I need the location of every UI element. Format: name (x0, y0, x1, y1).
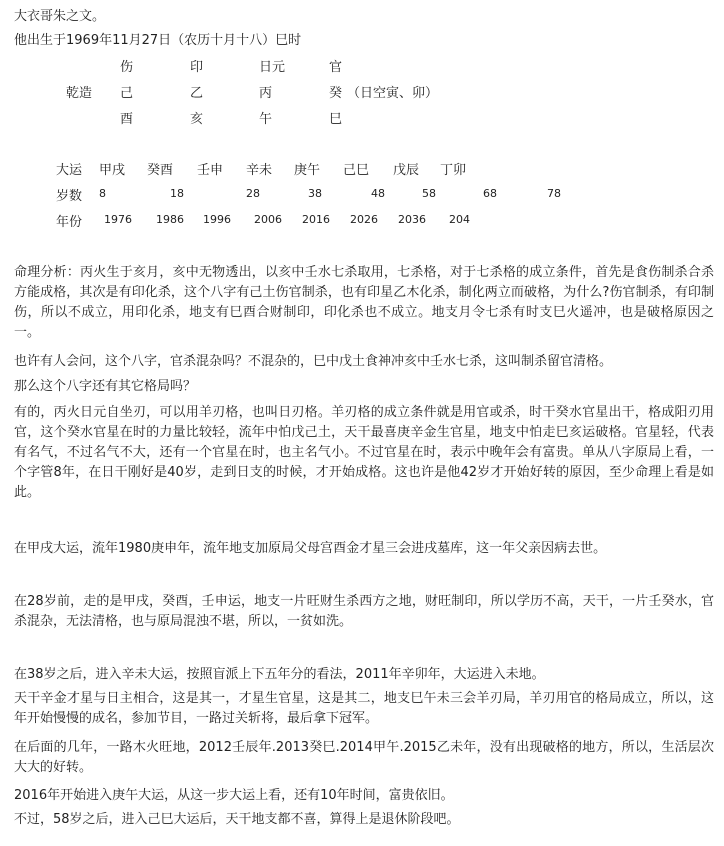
paragraph-later-years: 在后面的几年，一路木火旺地，2012壬辰年.2013癸巳.2014甲午.2015乙未年，没有出现破格的地方，所以，生活层次大大的好转。 (14, 740, 714, 775)
dayun-pillar: 丁卯 (440, 163, 467, 178)
stem-cell: 丙 (259, 86, 273, 101)
branch-cell: 酉 (120, 112, 134, 127)
paragraph-xinjin: 天干辛金才星与日主相合，这是其一，才星生官星，这是其二，地支巳午未三会羊刃局，羊刃用官的格局成立，所以，这年开始慢慢的成名，参加节目，一路过关斩将，最后拿下冠军。 (14, 691, 714, 726)
age-value: 8 (99, 187, 106, 200)
dayun-pillar: 癸酉 (147, 163, 174, 178)
stem-cell: 己 (120, 86, 134, 101)
title-line: 大衣哥朱之文。 (14, 9, 106, 24)
age-value: 68 (483, 187, 497, 200)
age-label: 岁数 (56, 189, 83, 204)
birth-line: 他出生于1969年11月27日（农历十月十八）巳时 (14, 33, 302, 48)
paragraph-question2: 那么这个八字还有其它格局吗？ (14, 379, 197, 394)
paragraph-jisi: 不过，58岁之后，进入己巳大运后，天干地支都不喜，算得上是退休阶段吧。 (14, 812, 460, 827)
paragraph-question: 也许有人会问，这个八字，官杀混杂吗？不混杂的，巳中戊土食神冲亥中壬水七杀，这叫制杀留官清格。 (14, 354, 613, 369)
year-value: 2006 (254, 213, 282, 226)
god-label: 印 (190, 60, 204, 75)
dayun-label: 大运 (56, 163, 83, 178)
dayun-pillar: 庚午 (294, 163, 321, 178)
age-value: 58 (422, 187, 436, 200)
kongwang-note: （日空寅、卯） (347, 86, 439, 101)
paragraph-analysis: 命理分析：丙火生于亥月，亥中无物透出，以亥中壬水七杀取用，七杀格，对于七杀格的成立条件，首先是食伤制杀合杀方能成格，其次是有印化杀，这个八字有己土伤官制杀，也有印星乙木化杀，制化两立而破格，为什么?伤官制杀，有印制伤，所以不成立，用印化杀，地支有巳酉合财制印，印化杀也不成立。地支月令七杀有时支巳火遥冲，也是破格原因之一。 (14, 265, 714, 340)
god-label: 官 (329, 60, 343, 75)
dayun-pillar: 壬申 (197, 163, 224, 178)
year-label: 年份 (56, 215, 83, 230)
chart-label: 乾造 (66, 86, 93, 101)
paragraph-after38: 在38岁之后，进入辛未大运，按照盲派上下五年分的看法，2011年辛卯年，大运进入未地。 (14, 667, 545, 682)
paragraph-gengwu: 2016年开始进入庚午大运，从这一步大运上看，还有10年时间，富贵依旧。 (14, 788, 454, 803)
branch-cell: 亥 (190, 112, 204, 127)
branch-cell: 巳 (329, 112, 343, 127)
year-value: 204 (449, 213, 470, 226)
paragraph-yangren: 有的，丙火日元自坐刃，可以用羊刃格，也叫日刃格。羊刃格的成立条件就是用官或杀，时干癸水官星出干，格成阳刃用官，这个癸水官星在时的力量比较轻，流年中怕戊己土，天干最喜庚辛金生官星，地支中怕走巳亥运破格。官星轻，代表有名气，不过名气不大，还有一个官星在时，也主名气小。不过官星在时，表示中晚年会有富贵。单从八字原局上看，一个字管8年，在日干刚好是40岁，走到日支的时候，才开始成格。这也许是他42岁才开始好转的原因，至少命理上看是如此。 (14, 405, 714, 500)
paragraph-before28: 在28岁前，走的是甲戌，癸酉，壬申运，地支一片旺财生杀西方之地，财旺制印，所以学历不高，天干，一片壬癸水，官杀混杂，无法清格，也与原局混浊不堪，所以，一贫如洗。 (14, 594, 714, 629)
year-value: 1986 (156, 213, 184, 226)
dayun-pillar: 甲戌 (99, 163, 126, 178)
age-value: 38 (308, 187, 322, 200)
stem-cell: 乙 (190, 86, 204, 101)
age-value: 28 (246, 187, 260, 200)
dayun-pillar: 辛未 (246, 163, 273, 178)
god-label: 伤 (120, 60, 134, 75)
branch-cell: 午 (259, 112, 273, 127)
age-value: 78 (547, 187, 561, 200)
god-label: 日元 (259, 60, 286, 75)
year-value: 2016 (302, 213, 330, 226)
dayun-pillar: 己巳 (343, 163, 370, 178)
age-value: 48 (371, 187, 385, 200)
paragraph-jiaxu: 在甲戌大运，流年1980庚申年，流年地支加原局父母宫酉金才星三会进戌墓库，这一年父亲因病去世。 (14, 541, 607, 556)
year-value: 2026 (350, 213, 378, 226)
year-value: 1996 (203, 213, 231, 226)
dayun-pillar: 戊辰 (393, 163, 420, 178)
stem-cell: 癸 (329, 86, 343, 101)
year-value: 2036 (398, 213, 426, 226)
year-value: 1976 (104, 213, 132, 226)
age-value: 18 (170, 187, 184, 200)
